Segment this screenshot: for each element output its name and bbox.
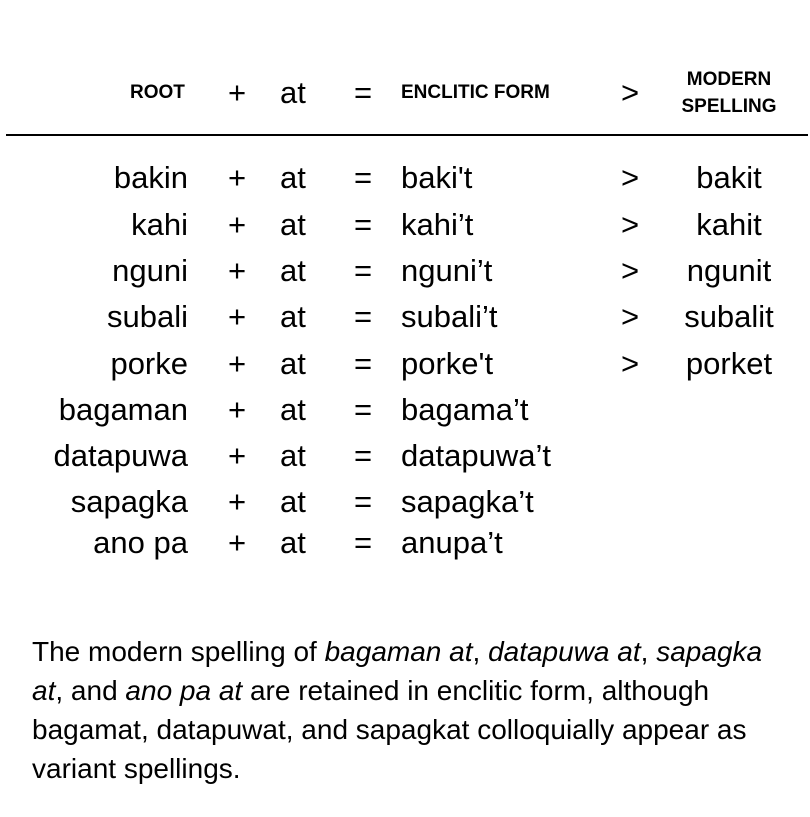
- equals-cell: =: [354, 346, 373, 381]
- root-cell: sapagka: [70, 484, 188, 519]
- equals-cell: =: [354, 207, 373, 242]
- enclitic-form-cell: sapagka’t: [401, 484, 534, 519]
- enclitic-form-cell: datapuwa’t: [401, 438, 551, 473]
- note-text-3: ,: [640, 636, 657, 667]
- gt-cell: >: [621, 299, 640, 334]
- note-italic-sapagka-at: sapagka at: [32, 636, 763, 706]
- root-cell: kahi: [131, 207, 188, 242]
- note-italic-datapuwa-at: datapuwa at: [488, 636, 641, 667]
- plus-cell: +: [228, 438, 247, 473]
- table-row: [0, 482, 810, 522]
- at-cell: at: [280, 160, 306, 195]
- header-equals: =: [354, 75, 373, 110]
- header-root: ROOT: [130, 82, 185, 103]
- modern-spelling-cell: kahit: [696, 207, 762, 242]
- gt-cell: >: [621, 160, 640, 195]
- equals-cell: =: [354, 392, 373, 427]
- enclitic-form-cell: kahi’t: [401, 207, 474, 242]
- enclitic-form-cell: nguni’t: [401, 253, 493, 288]
- plus-cell: +: [228, 207, 247, 242]
- plus-cell: +: [228, 346, 247, 381]
- header-at: at: [280, 75, 306, 110]
- equals-cell: =: [354, 525, 373, 560]
- modern-spelling-cell: porket: [685, 346, 773, 381]
- gt-cell: >: [621, 207, 640, 242]
- gt-cell: >: [621, 253, 640, 288]
- at-cell: at: [280, 525, 306, 560]
- plus-cell: +: [228, 253, 247, 288]
- table-row: [0, 344, 810, 384]
- header-plus: +: [228, 75, 247, 110]
- at-cell: at: [280, 392, 306, 427]
- plus-cell: +: [228, 392, 247, 427]
- note-text-2: ,: [472, 636, 489, 667]
- equals-cell: =: [354, 253, 373, 288]
- header-modern-line1: MODERN: [686, 69, 772, 90]
- enclitic-form-cell: anupa’t: [401, 525, 503, 560]
- modern-spelling-cell: bakit: [696, 160, 762, 195]
- root-cell: bagaman: [58, 392, 188, 427]
- enclitic-form-cell: subali’t: [401, 299, 498, 334]
- table-row: [0, 158, 810, 198]
- modern-spelling-cell: subalit: [684, 299, 774, 334]
- table-row: [0, 297, 810, 337]
- root-cell: porke: [110, 346, 188, 381]
- modern-spelling-cell: ngunit: [686, 253, 772, 288]
- equals-cell: =: [354, 484, 373, 519]
- plus-cell: +: [228, 484, 247, 519]
- equals-cell: =: [354, 438, 373, 473]
- header-gt: >: [621, 75, 640, 110]
- at-cell: at: [280, 484, 306, 519]
- table-row: [0, 251, 810, 291]
- plus-cell: +: [228, 525, 247, 560]
- note-text-1: The modern spelling of: [32, 636, 325, 667]
- table-row: [0, 436, 810, 476]
- enclitic-form-cell: bagama’t: [401, 392, 529, 427]
- enclitic-form-cell: baki't: [401, 160, 473, 195]
- equals-cell: =: [354, 299, 373, 334]
- root-cell: bakin: [113, 160, 188, 195]
- enclitic-form-cell: porke't: [401, 346, 494, 381]
- at-cell: at: [280, 346, 306, 381]
- header-modern-line2: SPELLING: [681, 96, 777, 117]
- header-enclitic-form: ENCLITIC FORM: [401, 82, 550, 103]
- gt-cell: >: [621, 346, 640, 381]
- table-row: [0, 390, 810, 430]
- table-row: [0, 523, 810, 563]
- plus-cell: +: [228, 160, 247, 195]
- at-cell: at: [280, 253, 306, 288]
- table-row: [0, 205, 810, 245]
- root-cell: nguni: [112, 253, 188, 288]
- footnote-paragraph: [32, 632, 792, 788]
- note-text-4: , and: [55, 675, 126, 706]
- equals-cell: =: [354, 160, 373, 195]
- plus-cell: +: [228, 299, 247, 334]
- root-cell: datapuwa: [53, 438, 188, 473]
- at-cell: at: [280, 207, 306, 242]
- note-italic-ano-pa-at: ano pa at: [125, 675, 243, 706]
- note-italic-bagaman-at: bagaman at: [324, 636, 473, 667]
- root-cell: subali: [107, 299, 188, 334]
- at-cell: at: [280, 438, 306, 473]
- root-cell: ano pa: [93, 525, 188, 560]
- note-text-5: are retained in enclitic form, although bagamat, datapuwat, and sapagkat colloquially appear as variant spellings.: [32, 675, 747, 784]
- at-cell: at: [280, 299, 306, 334]
- header-divider: [6, 134, 808, 136]
